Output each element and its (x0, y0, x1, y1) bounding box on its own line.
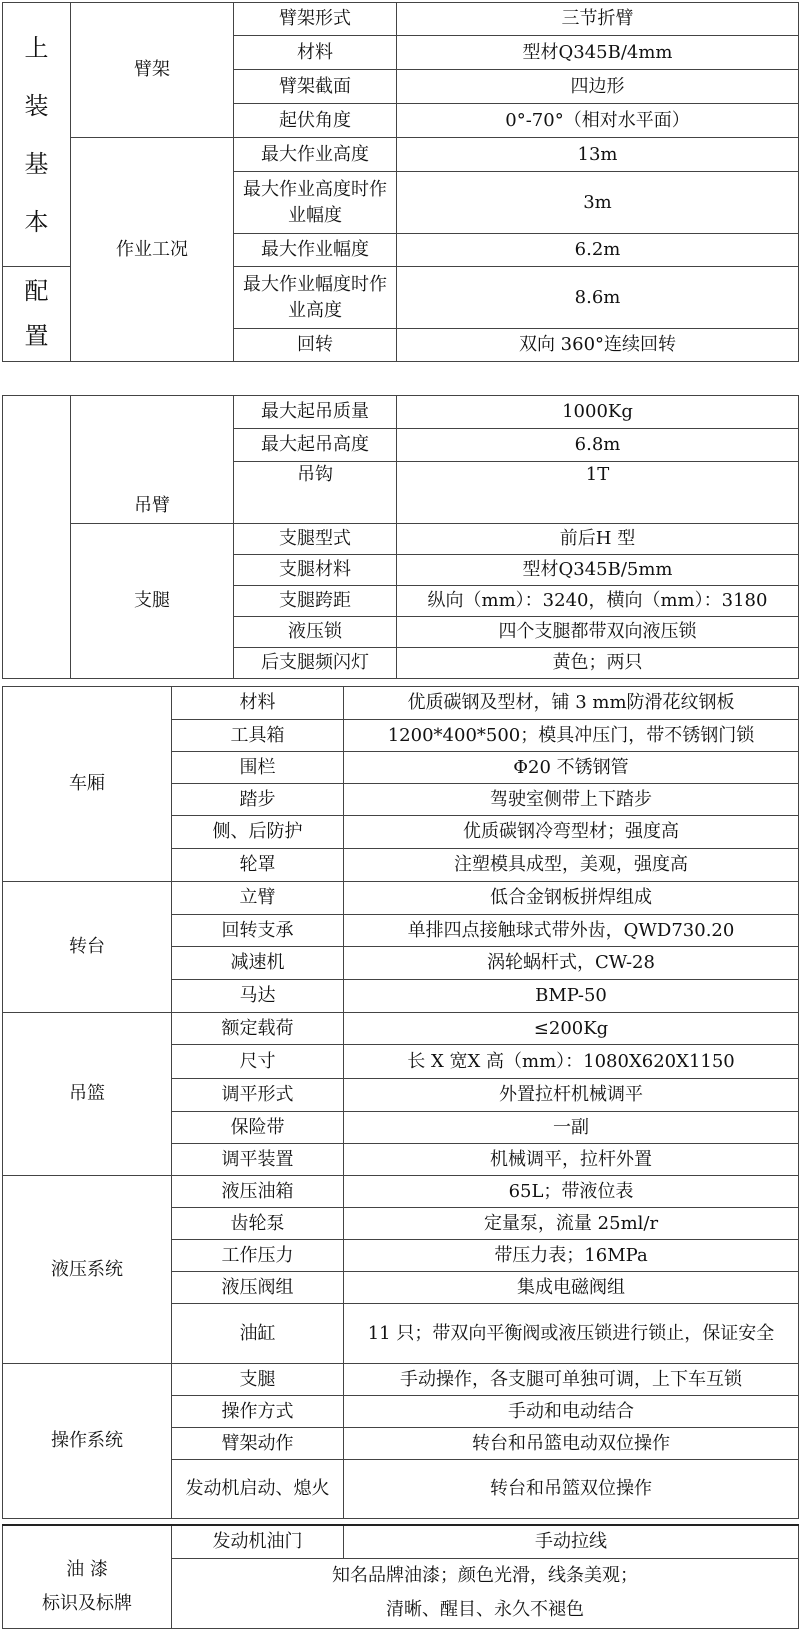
vertical-label-top: 上 装 基 本 (3, 3, 71, 267)
row-value: 0°-70°（相对水平面） (397, 104, 799, 138)
row-key: 回转支承 (172, 915, 344, 947)
row-value: 驾驶室侧带上下踏步 (344, 784, 799, 816)
row-value: 6.2m (397, 234, 799, 267)
row-key: 减速机 (172, 947, 344, 980)
row-key: 工作压力 (172, 1240, 344, 1272)
row-value: 8.6m (397, 267, 799, 329)
row-key: 最大作业幅度 (234, 234, 397, 267)
row-value: 1000Kg (397, 396, 799, 429)
row-key: 支腿材料 (234, 555, 397, 586)
row-value: 6.8m (397, 429, 799, 462)
section-paint: 油 漆 标识及标牌 (3, 1525, 172, 1628)
vertical-label-bottom: 配 置 (3, 267, 71, 362)
row-key: 发动机油门 (172, 1525, 344, 1558)
group-work-cont (71, 267, 234, 362)
group-legs: 支腿 (71, 524, 234, 679)
spec-table-chassis (2, 686, 799, 1519)
row-value: 纵向（mm）：3240，横向（mm）：3180 (397, 586, 799, 617)
row-value: 涡轮蜗杆式，CW-28 (344, 947, 799, 980)
row-key: 最大起吊质量 (234, 396, 397, 429)
section-operation: 操作系统 (3, 1364, 172, 1519)
row-value: 1200*400*500；模具冲压门，带不锈钢门锁 (344, 720, 799, 752)
group-arm: 臂架 (71, 3, 234, 138)
row-key: 吊钩 (234, 462, 397, 524)
section-turntable: 转台 (3, 882, 172, 1013)
row-key: 最大起吊高度 (234, 429, 397, 462)
row-value: 定量泵，流量 25ml/r (344, 1208, 799, 1240)
row-key: 操作方式 (172, 1396, 344, 1428)
row-key: 臂架动作 (172, 1428, 344, 1460)
section-body: 车厢 (3, 687, 172, 882)
row-key: 支腿跨距 (234, 586, 397, 617)
row-key: 回转 (234, 329, 397, 362)
row-key: 最大作业高度 (234, 138, 397, 172)
row-value: 机械调平，拉杆外置 (344, 1144, 799, 1176)
row-value: 优质碳钢及型材，铺 3 mm防滑花纹钢板 (344, 687, 799, 720)
row-value: 单排四点接触球式带外齿，QWD730.20 (344, 915, 799, 947)
row-key: 臂架形式 (234, 3, 397, 36)
row-value: 带压力表；16MPa (344, 1240, 799, 1272)
row-key: 立臂 (172, 882, 344, 915)
row-value: 手动和电动结合 (344, 1396, 799, 1428)
group-boom: 吊臂 (71, 396, 234, 524)
row-key: 保险带 (172, 1112, 344, 1144)
row-value: 1T (397, 462, 799, 524)
row-key: 后支腿频闪灯 (234, 648, 397, 679)
row-value-paint: 知名品牌油漆；颜色光滑，线条美观； 清晰、醒目、永久不褪色 (172, 1558, 799, 1628)
section-basket: 吊篮 (3, 1013, 172, 1176)
row-value: 13m (397, 138, 799, 172)
row-value: 3m (397, 172, 799, 234)
row-value: 型材Q345B/4mm (397, 36, 799, 70)
row-value: 65L；带液位表 (344, 1176, 799, 1208)
row-key: 材料 (172, 687, 344, 720)
row-key: 液压锁 (234, 617, 397, 648)
row-value: 四个支腿都带双向液压锁 (397, 617, 799, 648)
row-key: 最大作业幅度时作业高度 (234, 267, 397, 329)
row-value: 一副 (344, 1112, 799, 1144)
row-key: 踏步 (172, 784, 344, 816)
row-value: 集成电磁阀组 (344, 1272, 799, 1304)
row-key: 马达 (172, 980, 344, 1013)
row-value: BMP-50 (344, 980, 799, 1013)
row-value: 黄色；两只 (397, 648, 799, 679)
row-key: 额定载荷 (172, 1013, 344, 1045)
row-key: 调平形式 (172, 1079, 344, 1112)
row-key: 油缸 (172, 1304, 344, 1364)
row-value: 四边形 (397, 70, 799, 104)
row-key: 最大作业高度时作业幅度 (234, 172, 397, 234)
row-key: 臂架截面 (234, 70, 397, 104)
section-hydraulic: 液压系统 (3, 1176, 172, 1364)
row-value: 转台和吊篮电动双位操作 (344, 1428, 799, 1460)
row-value: 双向 360°连续回转 (397, 329, 799, 362)
row-value: 手动操作，各支腿可单独可调，上下车互锁 (344, 1364, 799, 1396)
spec-table-upper-config (2, 2, 799, 362)
row-value: 低合金钢板拼焊组成 (344, 882, 799, 915)
row-value: Φ20 不锈钢管 (344, 752, 799, 784)
row-key: 围栏 (172, 752, 344, 784)
row-key: 尺寸 (172, 1045, 344, 1079)
row-value: 转台和吊篮双位操作 (344, 1460, 799, 1519)
row-key: 液压油箱 (172, 1176, 344, 1208)
row-value: ≤200Kg (344, 1013, 799, 1045)
row-value: 三节折臂 (397, 3, 799, 36)
row-key: 侧、后防护 (172, 816, 344, 849)
row-key: 支腿 (172, 1364, 344, 1396)
row-value: 外置拉杆机械调平 (344, 1079, 799, 1112)
row-key: 齿轮泵 (172, 1208, 344, 1240)
row-key: 起伏角度 (234, 104, 397, 138)
row-value: 11 只；带双向平衡阀或液压锁进行锁止，保证安全 (344, 1304, 799, 1364)
row-key: 发动机启动、熄火 (172, 1460, 344, 1519)
row-value: 手动拉线 (344, 1525, 799, 1558)
blank-cell (3, 396, 71, 679)
row-key: 材料 (234, 36, 397, 70)
row-key: 轮罩 (172, 849, 344, 882)
row-key: 工具箱 (172, 720, 344, 752)
row-value: 长 X 宽X 高（mm）：1080X620X1150 (344, 1045, 799, 1079)
row-key: 调平装置 (172, 1144, 344, 1176)
spec-table-paint (2, 1524, 799, 1629)
row-key: 支腿型式 (234, 524, 397, 555)
spec-table-boom-legs (2, 395, 799, 679)
row-value: 注塑模具成型，美观，强度高 (344, 849, 799, 882)
row-value: 前后H 型 (397, 524, 799, 555)
row-value: 型材Q345B/5mm (397, 555, 799, 586)
row-key: 液压阀组 (172, 1272, 344, 1304)
group-work: 作业工况 (71, 138, 234, 267)
row-value: 优质碳钢冷弯型材；强度高 (344, 816, 799, 849)
